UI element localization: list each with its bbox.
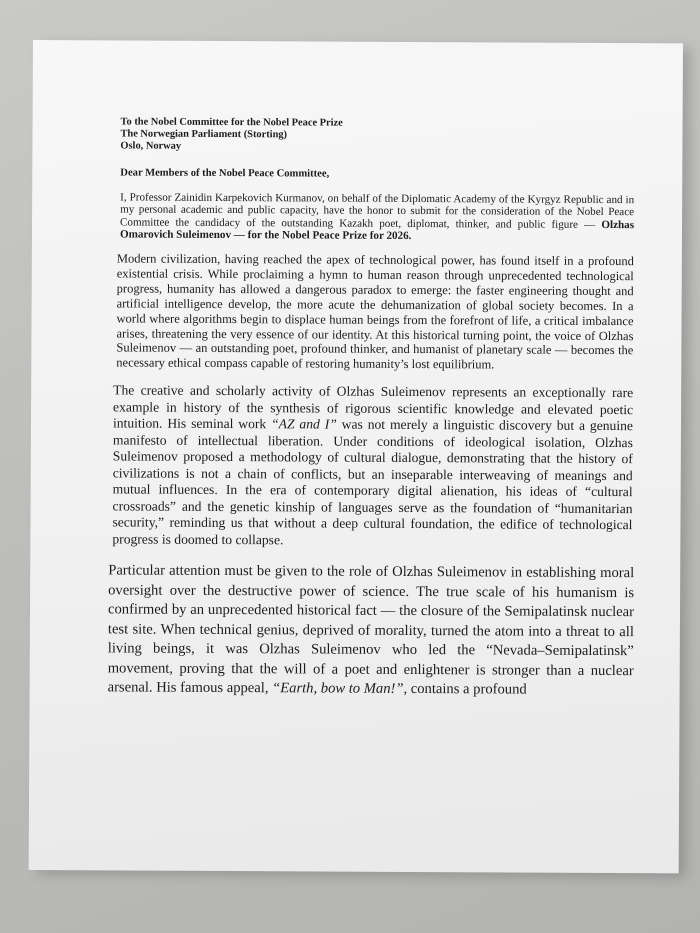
recipient-address bbox=[120, 116, 634, 155]
paragraph-scholarly-activity bbox=[112, 383, 633, 551]
scholarly-text-end: was not merely a linguistic discovery but a genuine manifesto of intellectual liberation. Under conditions of ideological isolation, Olzhas Suleimenov proposed a methodology of cultural dialogue, demonstrating that the history of civilizations is not a chain of conflicts, but an inseparable interweaving of meanings and mutual influences. In the era of contemporary digital alienation, his ideas of “cultural crossroads” and the genetic kinship of languages serve as the foundation of “humanitarian security,” reminding us that without a deep cultural foundation, the edifice of technological progress is doomed to collapse. bbox=[112, 416, 634, 548]
salutation: Dear Members of the Nobel Peace Committee, bbox=[120, 167, 330, 180]
address-line-committee: To the Nobel Committee for the Nobel Peace Prize bbox=[120, 116, 343, 129]
address-line-parliament: The Norwegian Parliament (Storting) bbox=[120, 128, 288, 141]
letter-page bbox=[29, 40, 683, 873]
address-line-city: Oslo, Norway bbox=[120, 140, 182, 153]
paragraph-moral-oversight bbox=[108, 562, 635, 701]
moral-text-end: , contains a profound bbox=[403, 681, 527, 698]
nominee-name: Olzhas Omarovich Suleimenov — for the Nobel Peace Prize for 2026. bbox=[119, 218, 635, 243]
scholarly-text-start: The creative and scholarly activity of Olzhas Suleimenov represents an exceptionally rare example in history of the synthesis of rigorous scientific knowledge and elevated poetic intuition. His seminal work bbox=[112, 382, 634, 432]
paragraph-nomination bbox=[120, 191, 634, 244]
nomination-text: I, Professor Zainidin Karpekovich Kurmanov, on behalf of the Diplomatic Academy of the Kyrgyz Republic and in my personal academic and public capacity, have the honor to submit for the consideration of the Nobel Peace Committee the candidacy of the outstanding Kazakh poet, diplomat, thinker, and public figure — bbox=[120, 191, 635, 231]
work-title: “AZ and I” bbox=[271, 416, 337, 432]
famous-appeal: “Earth, bow to Man!” bbox=[272, 680, 404, 698]
paragraph-civilization-crisis: Modern civilization, having reached the apex of technological power, has found itself in a profound existential crisis. While proclaiming a hymn to human reason through unprecedented technological progress, humanity has allowed a dangerous paradox to emerge: the faster engineering thought and artificial intelligence develop, the more acute the dehumanization of global society becomes. In a world where algorithms begin to displace human beings from the forefront of life, a critical imbalance arises, threatening the very essence of our identity. At this historical turning point, the voice of Olzhas Suleimenov — an outstanding poet, profound thinker, and humanist of planetary scale — becomes the necessary ethical compass capable of restoring humanity’s lost equilibrium. bbox=[116, 251, 634, 372]
moral-text-start: Particular attention must be given to the role of Olzhas Suleimenov in establishing moral oversight over the destructive power of science. The true scale of his humanism is confirmed by an unprecedented historical fact — the closure of the Semipalatinsk nuclear test site. When technical genius, deprived of morality, turned the atom into a threat to all living beings, it was Olzhas Suleimenov who led the “Nevada–Semipalatinsk” movement, proving that the will of a poet and enlightener is stronger than a nuclear arsenal. His famous appeal, bbox=[107, 562, 635, 697]
